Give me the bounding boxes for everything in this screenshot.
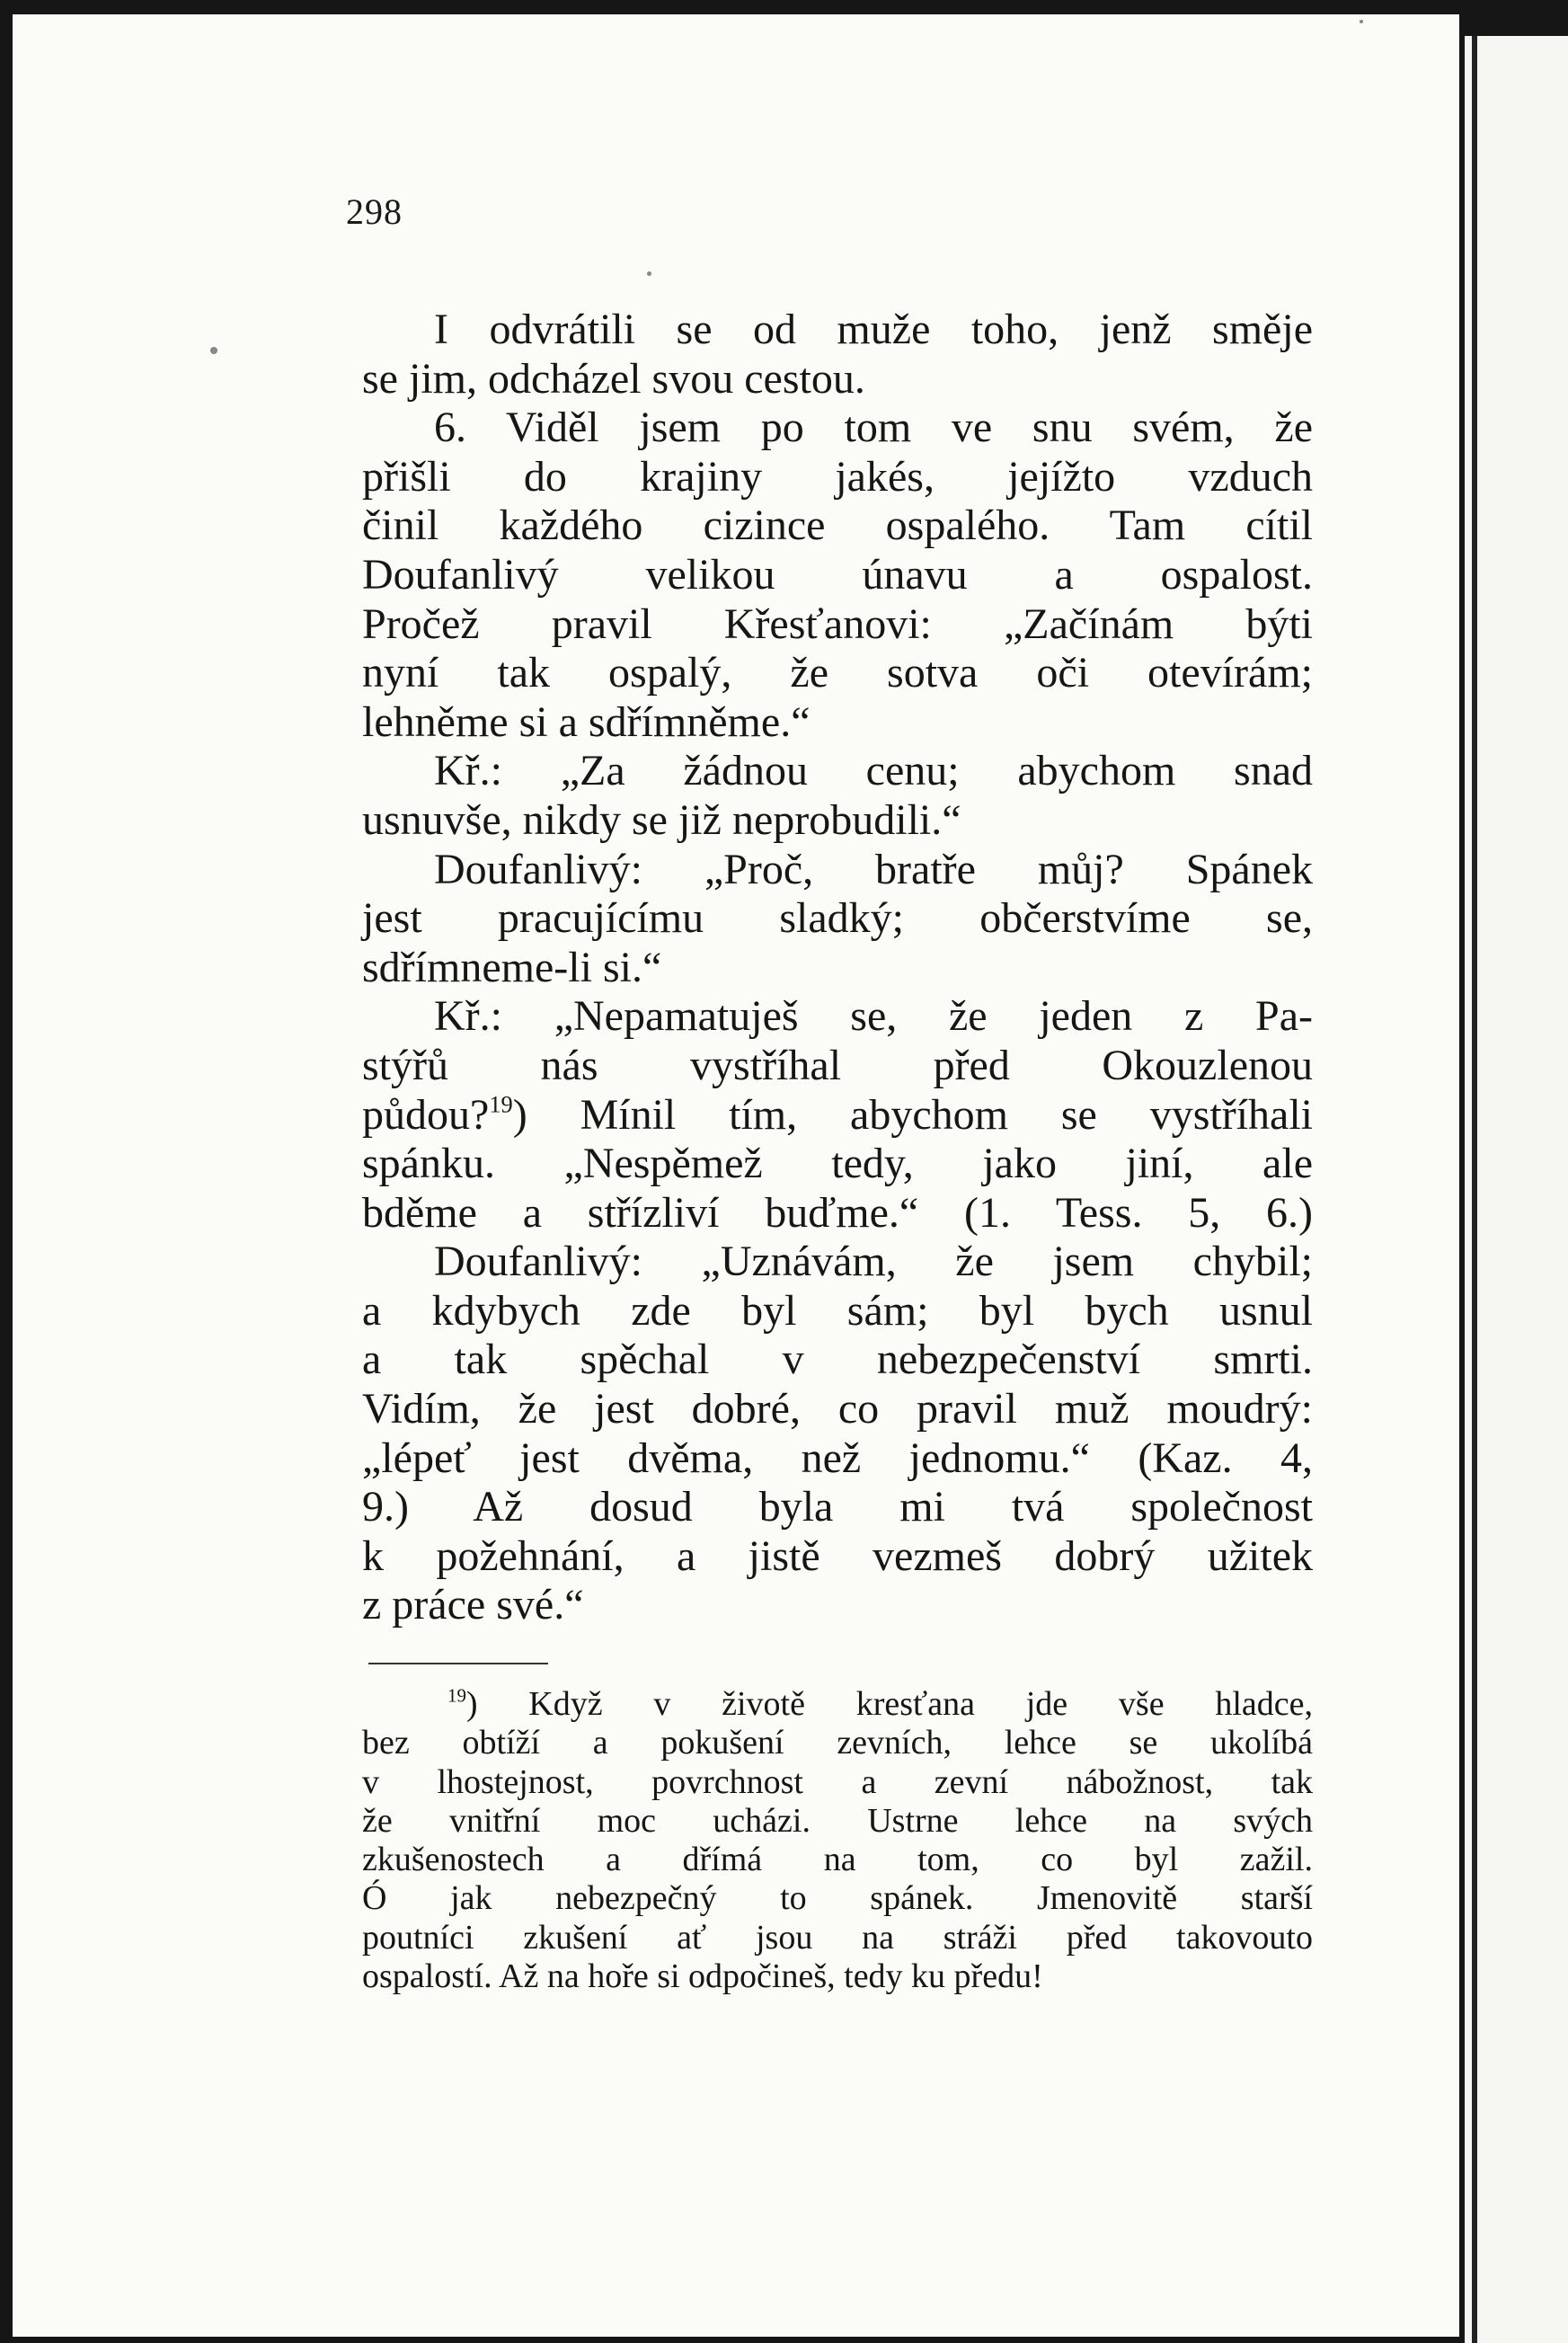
body-line-text: spánku. „Nespěmež tedy, jako jiní, ale (362, 1140, 1313, 1188)
body-line-text: se jim, odcházel svou cestou. (362, 354, 865, 403)
footnote-line (362, 1841, 1313, 1879)
body-line (362, 1042, 1313, 1091)
body-line-text: Kř.: „Nepamatuješ se, že jeden z Pa- (434, 992, 1313, 1041)
body-line-text: přišli do krajiny jakés, jejížto vzduch (362, 452, 1313, 501)
body-line (362, 649, 1313, 698)
body-line (362, 453, 1313, 502)
body-line (362, 1336, 1313, 1385)
adjacent-page-edge (1465, 36, 1568, 2343)
body-line-continuation: ) Mínil tím, abychom se vystříhali (512, 1090, 1313, 1139)
footnote-line-text: poutníci zkušení ať jsou na stráži před takovouto (362, 1918, 1313, 1957)
body-line-text: sdřímneme-li si.“ (362, 943, 662, 991)
footnote-line (362, 1879, 1313, 1918)
body-line-text: 6. Viděl jsem po tom ve snu svém, že (434, 404, 1313, 452)
body-line (362, 404, 1313, 453)
body-line-text: usnuvše, nikdy se již neprobudili.“ (362, 795, 961, 844)
body-line-text: z práce své.“ (362, 1581, 584, 1629)
body-line-text: stýřů nás vystříhal před Okouzlenou (362, 1041, 1313, 1089)
body-line-text: jest pracujícímu sladký; občerstvíme se, (362, 894, 1313, 943)
body-line-text: Vidím, že jest dobré, co pravil muž moudrý: (362, 1385, 1313, 1433)
body-line (362, 1140, 1313, 1189)
footnote-line (362, 1919, 1313, 1957)
body-line (362, 551, 1313, 600)
footnote-line (362, 1802, 1313, 1841)
body-line-text: Pročež pravil Křesťanovi: „Začínám býti (362, 599, 1313, 648)
body-line (362, 600, 1313, 650)
page-number: 298 (346, 191, 403, 232)
body-line-text: a tak spěchal v nebezpečenství smrti. (362, 1336, 1313, 1384)
body-line-text: lehněme si a sdřímněme.“ (362, 697, 811, 746)
body-line-text: Kř.: „Za žádnou cenu; abychom snad (434, 747, 1313, 795)
footnote (362, 1685, 1313, 1996)
footnote-line (362, 1957, 1313, 1996)
body-line (362, 1238, 1313, 1287)
body-line (362, 355, 1313, 404)
body-line (362, 796, 1313, 846)
body-line (362, 1287, 1313, 1336)
footnote-line-text: bez obtíží a pokušení zevních, lehce se ukolíbá (362, 1724, 1313, 1762)
body-line-text: I odvrátili se od muže toho, jenž směje (434, 306, 1313, 353)
scan-speck (647, 271, 651, 276)
body-line (362, 1483, 1313, 1532)
body-line (362, 1385, 1313, 1434)
footnote-line-text: Ó jak nebezpečný to spánek. Jmenovitě starší (362, 1879, 1313, 1918)
footnote-marker: 19 (447, 1684, 466, 1707)
body-line-text: Doufanlivý: „Uznávám, že jsem chybil; (434, 1238, 1313, 1286)
footnote-marker: 19 (489, 1090, 513, 1118)
footnote-line (362, 1685, 1313, 1724)
footnote-line-text: ospalostí. Až na hoře si odpočineš, tedy ku předu! (362, 1957, 1043, 1996)
body-line (362, 1532, 1313, 1582)
body-line-text: Doufanlivý velikou únavu a ospalost. (362, 550, 1313, 599)
body-line-text: 9.) Až dosud byla mi tvá společnost (362, 1483, 1313, 1531)
body-line (362, 698, 1313, 748)
scan-speck (1360, 20, 1363, 23)
body-line-text: nyní tak ospalý, že sotva oči otevírám; (362, 649, 1313, 697)
footnote-separator (368, 1663, 548, 1664)
body-line (362, 1581, 1313, 1630)
footnote-line-text: v lhostejnost, povrchnost a zevní nábožnost, tak (362, 1762, 1313, 1801)
footnote-line-text: že vnitřní moc ucházi. Ustrne lehce na svých (362, 1801, 1313, 1840)
body-line-text: k požehnání, a jistě vezmeš dobrý užitek (362, 1531, 1313, 1580)
body-line-text: a kdybych zde byl sám; byl bych usnul (362, 1286, 1313, 1335)
book-gutter-shadow (1472, 36, 1477, 2343)
footnote-line-text: zkušenostech a dřímá na tom, co byl zažil. (362, 1841, 1313, 1879)
body-line (362, 306, 1313, 355)
footnote-line (362, 1763, 1313, 1802)
body-line (362, 1434, 1313, 1484)
body-line (362, 747, 1313, 796)
body-line (362, 501, 1313, 551)
body-line (362, 894, 1313, 944)
body-line (362, 992, 1313, 1042)
body-text (362, 306, 1313, 1630)
body-line-text: „lépeť jest dvěma, než jednomu.“ (Kaz. 4, (362, 1433, 1313, 1482)
body-line-text: činil každého cizince ospalého. Tam cítil (362, 501, 1313, 550)
footnote-line-continuation: ) Když v životě kresťana jde vše hladce, (465, 1685, 1313, 1723)
body-line (362, 944, 1313, 993)
scan-speck (210, 347, 217, 354)
body-line-text: půdou? (362, 1090, 490, 1139)
body-line (362, 1091, 1313, 1140)
body-line (362, 1189, 1313, 1238)
body-line-text: Doufanlivý: „Proč, bratře můj? Spánek (434, 845, 1313, 893)
footnote-line (362, 1724, 1313, 1762)
body-line-text: bděme a střízliví buďme.“ (1. Tess. 5, 6.) (362, 1188, 1313, 1237)
body-line (362, 846, 1313, 895)
